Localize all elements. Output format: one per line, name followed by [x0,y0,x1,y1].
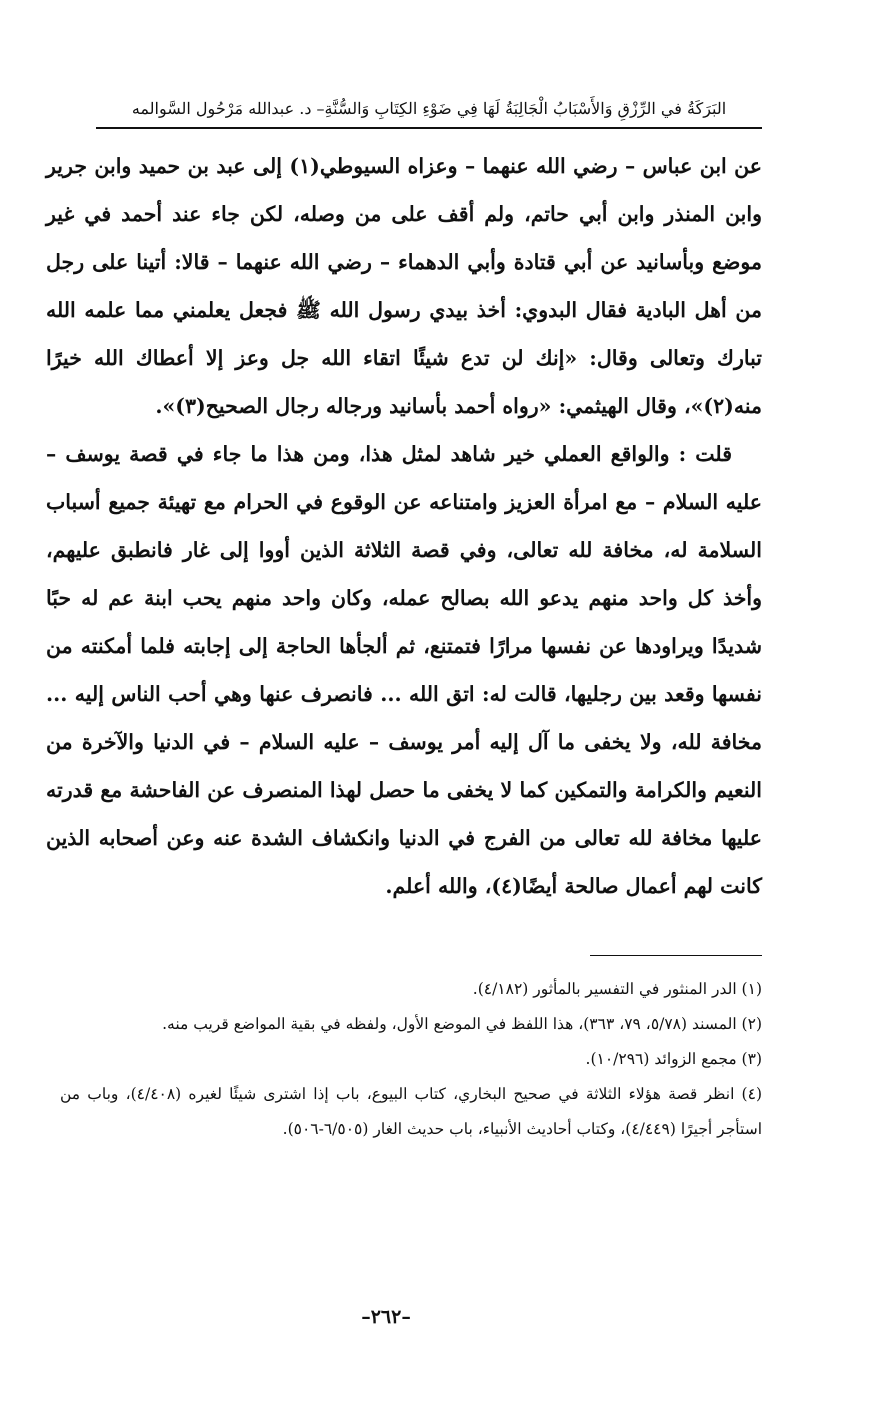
body-paragraph: عن ابن عباس – رضي الله عنهما – وعزاه السيوطي(١) إلى عبد بن حميد وابن جرير وابن المنذر وابن أبي حاتم، ولم أقف على من وصله، لكن جاء عند أحمد في غير موضع وبأسانيد عن أبي قتادة وأبي الدهماء – رضي الله عنهما – قالا: أتينا على رجل من أهل البادية فقال البدوي: أخذ بيدي رسول الله ﷺ فجعل يعلمني مما علمه الله تبارك وتعالى وقال: «إنك لن تدع شيئًا اتقاء الله جل وعز إلا أعطاك الله خيرًا منه(٢)»، وقال الهيثمي: «رواه أحمد بأسانيد ورجاله رجال الصحيح(٣)». [46,154,762,418]
running-header: البَرَكَةُ في الرِّزْقِ وَالأَسْبَابُ الْجَالِبَةُ لَهَا فِي ضَوْءِ الكِتَابِ وَالسُّنَّةِ– د. عبدالله مَرْحُول السَّوالمه [131,99,727,118]
body-paragraph: قلت : والواقع العملي خير شاهد لمثل هذا، ومن هذا ما جاء في قصة يوسف – عليه السلام – مع امرأة العزيز وامتناعه عن الوقوع في الحرام مع تهيئة جميع أسباب السلامة له، مخافة لله تعالى، وفي قصة الثلاثة الذين أووا إلى غار فانطبق عليهم، وأخذ كل واحد منهم يدعو الله بصالح عمله، وكان واحد منهم يحب ابنة عم له حبًا شديدًا ويراودها عن نفسها مرارًا فتمتنع، ثم ألجأها الحاجة إلى إجابته فلما أمكنته من نفسها وقعد بين رجليها، قالت له: اتق الله ... فانصرف عنها وهي أحب الناس إليه ... مخافة لله، ولا يخفى ما آل إليه أمر يوسف – عليه السلام – في الدنيا والآخرة من النعيم والكرامة والتمكين كما لا يخفى ما حصل لهذا المنصرف عن الفاحشة مع قدرته عليها مخافة لله تعالى من الفرج في الدنيا وانكشاف الشدة عنه وعن أصحابه الذين كانت لهم أعمال صالحة أيضًا(٤)، والله أعلم. [46,442,762,898]
footnote-item: (٣) مجمع الزوائد (١٠/٢٩٦). [585,1050,762,1068]
header-rule [96,127,762,129]
footnote-item: (٢) المسند (٥/٧٨، ٧٩، ٣٦٣)، هذا اللفظ في الموضع الأول، ولفظه في بقية المواضع قريب منه. [162,1015,762,1033]
main-body-text [46,142,762,910]
footnotes [60,972,762,1147]
page-number: –٢٦٢– [361,1306,411,1328]
footnote-item: (١) الدر المنثور في التفسير بالمأثور (٤/١٨٢). [472,980,762,998]
footnote-item: (٤) انظر قصة هؤلاء الثلاثة في صحيح البخاري، كتاب البيوع، باب إذا اشترى شيئًا لغيره (٤/٤٠٨)، وباب من استأجر أجيرًا (٤/٤٤٩)، وكتاب أحاديث الأنبياء، باب حديث الغار (٦/٥٠٥-٥٠٦). [60,1085,762,1138]
footnote-separator [590,955,762,956]
